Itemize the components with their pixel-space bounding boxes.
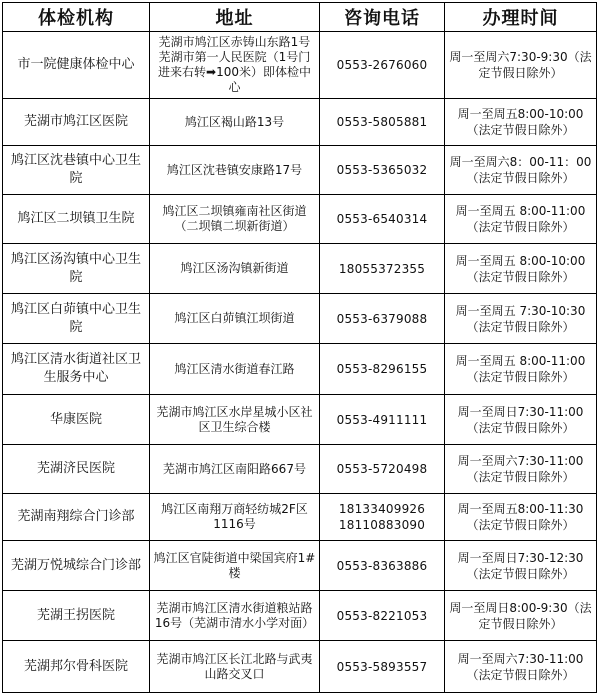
table-row [3, 244, 597, 294]
phone-cell [320, 344, 445, 395]
institution-address: 鸠江区二坝镇雍南社区街道（二坝镇二坝新街道） [150, 195, 320, 244]
header-institution: 体检机构 [3, 3, 150, 32]
phone-number: 0553-4911111 [336, 412, 428, 427]
institution-address: 鸠江区褐山路13号 [150, 99, 320, 146]
table-row [3, 541, 597, 591]
institution-name: 鸠江区汤沟镇中心卫生院 [3, 244, 150, 294]
phone-cell [320, 541, 445, 591]
institution-address: 鸠江区汤沟镇新街道 [150, 244, 320, 294]
clinic-table-container [2, 2, 597, 693]
institution-name: 鸠江区清水街道社区卫生服务中心 [3, 344, 150, 395]
phone-number: 0553-5805881 [336, 115, 428, 129]
institution-address: 鸠江区白茆镇江坝街道 [150, 294, 320, 344]
institution-name: 芜湖济民医院 [3, 445, 150, 494]
institution-name: 鸠江区沈巷镇中心卫生院 [3, 146, 150, 195]
phone-cell [320, 445, 445, 494]
table-row [3, 195, 597, 244]
table-row [3, 294, 597, 344]
header-hours: 办理时间 [445, 3, 597, 32]
office-hours: 周一至周五8:00-10:00（法定节假日除外） [445, 99, 597, 146]
institution-name: 芜湖南翔综合门诊部 [3, 494, 150, 541]
phone-number: 0553-8296155 [336, 362, 428, 376]
phone-cell [320, 244, 445, 294]
office-hours: 周一至周日7:30-12:30（法定节假日除外） [445, 541, 597, 591]
phone-number: 0553-6540314 [336, 212, 428, 226]
phone-number: 18055372355 [338, 261, 426, 276]
phone-cell [320, 32, 445, 99]
phone-cell [320, 195, 445, 244]
office-hours: 周一至周日8:00-9:30（法定节假日除外） [445, 591, 597, 641]
office-hours: 周一至周五8:00-11:30（法定节假日除外） [445, 494, 597, 541]
institution-address: 芜湖市鸠江区赤铸山东路1号芜湖市第一人民医院（1号门进来右转➡100米）即体检中心 [150, 32, 320, 99]
phone-number: 0553-8221053 [336, 608, 428, 623]
phone-cell [320, 146, 445, 195]
phone-number: 0553-6379088 [336, 311, 428, 326]
office-hours: 周一至周日7:30-11:00（法定节假日除外） [445, 395, 597, 445]
table-row [3, 641, 597, 693]
table-row [3, 344, 597, 395]
table-row [3, 395, 597, 445]
institution-address: 鸠江区南翔万商轻纺城2F区1116号 [150, 494, 320, 541]
institution-address: 芜湖市鸠江区水岸星城小区社区卫生综合楼 [150, 395, 320, 445]
institution-name: 鸠江区白茆镇中心卫生院 [3, 294, 150, 344]
office-hours: 周一至周六7:30-11:00（法定节假日除外） [445, 641, 597, 693]
table-body [3, 32, 597, 693]
institution-address: 鸠江区官陡街道中梁国宾府1#楼 [150, 541, 320, 591]
institution-address: 芜湖市鸠江区清水街道粮站路16号（芜湖市清水小学对面） [150, 591, 320, 641]
phone-cell [320, 641, 445, 693]
institution-name: 芜湖市鸠江区医院 [3, 99, 150, 146]
phone-number: 0553-5893557 [336, 659, 428, 674]
phone-cell [320, 395, 445, 445]
office-hours: 周一至周六7:30-11:00（法定节假日除外） [445, 445, 597, 494]
phone-cell [320, 591, 445, 641]
phone-number: 18133409926 [338, 502, 426, 516]
table-row [3, 494, 597, 541]
institution-name: 鸠江区二坝镇卫生院 [3, 195, 150, 244]
office-hours: 周一至周六7:30-9:30（法定节假日除外） [445, 32, 597, 99]
institution-name: 华康医院 [3, 395, 150, 445]
table-row [3, 32, 597, 99]
header-row [3, 3, 597, 32]
institution-address: 芜湖市鸠江区南阳路667号 [150, 445, 320, 494]
institution-address: 鸠江区清水街道春江路 [150, 344, 320, 395]
office-hours: 周一至周五 8:00-10:00（法定节假日除外） [445, 244, 597, 294]
table-row [3, 99, 597, 146]
phone-cell [320, 494, 445, 541]
header-address: 地址 [150, 3, 320, 32]
table-row [3, 146, 597, 195]
institution-name: 芜湖邦尔骨科医院 [3, 641, 150, 693]
phone-cell [320, 294, 445, 344]
phone-number: 18110883090 [338, 518, 426, 532]
table-row [3, 445, 597, 494]
institution-name: 市一院健康体检中心 [3, 32, 150, 99]
phone-cell [320, 99, 445, 146]
phone-number: 0553-2676060 [336, 58, 428, 72]
institution-name: 芜湖万悦城综合门诊部 [3, 541, 150, 591]
phone-number: 0553-8363886 [336, 558, 428, 573]
institution-address: 芜湖市鸠江区长江北路与武夷山路交叉口 [150, 641, 320, 693]
office-hours: 周一至周五 8:00-11:00（法定节假日除外） [445, 195, 597, 244]
institution-name: 芜湖王拐医院 [3, 591, 150, 641]
institution-address: 鸠江区沈巷镇安康路17号 [150, 146, 320, 195]
header-phone: 咨询电话 [320, 3, 445, 32]
office-hours: 周一至周六8：00-11：00 （法定节假日除外） [445, 146, 597, 195]
office-hours: 周一至周五 7:30-10:30（法定节假日除外） [445, 294, 597, 344]
clinic-table [2, 2, 597, 693]
office-hours: 周一至周五 8:00-11:00（法定节假日除外） [445, 344, 597, 395]
phone-number: 0553-5365032 [336, 163, 428, 177]
phone-number: 0553-5720498 [336, 462, 428, 476]
table-row [3, 591, 597, 641]
